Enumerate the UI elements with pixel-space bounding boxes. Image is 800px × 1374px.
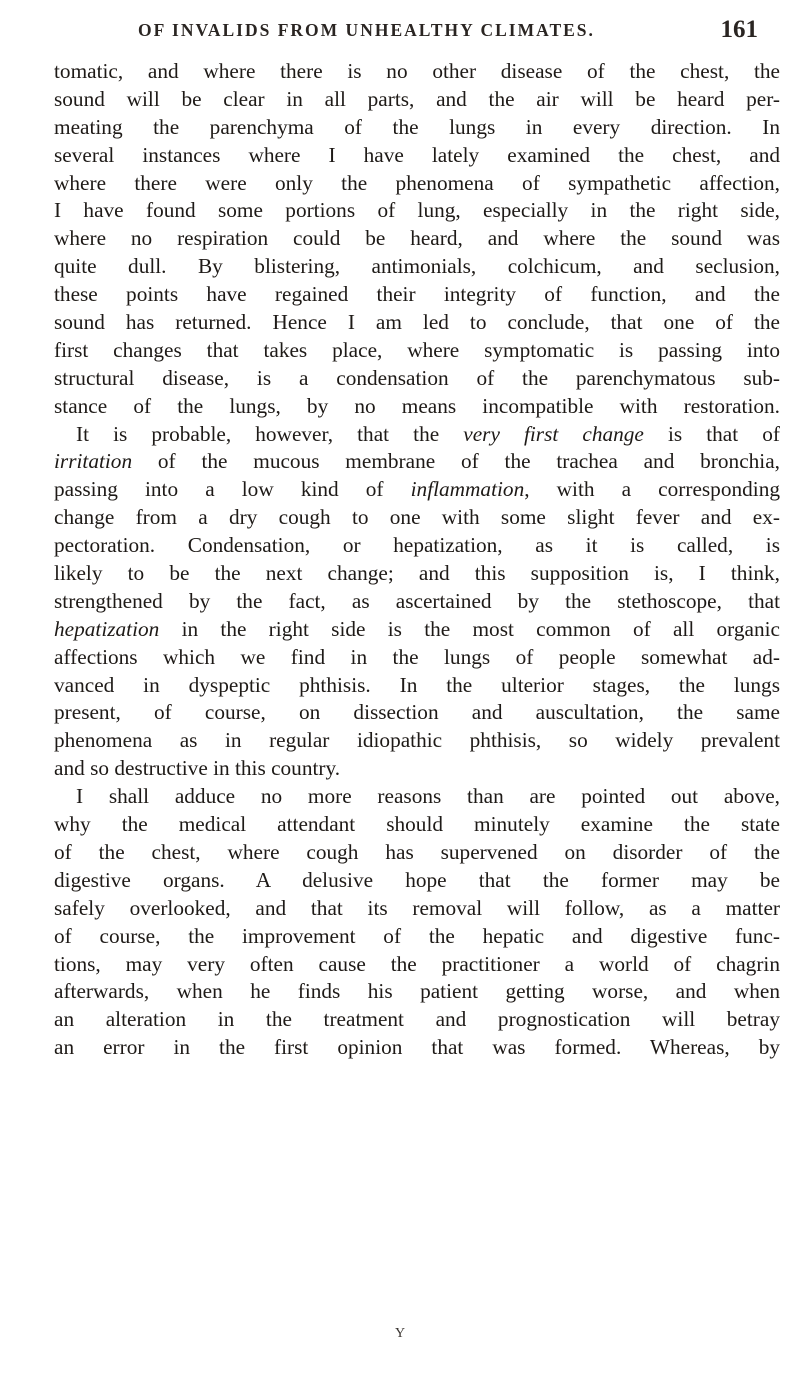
text-line: an error in the first opinion that was formed. Whereas, by	[54, 1035, 780, 1060]
text-line: affections which we find in the lungs of people somewhat ad-	[54, 644, 780, 669]
text-line	[54, 421, 780, 449]
text-line: afterwards, when he finds his patient getting worse, and when	[54, 979, 780, 1004]
text-line: of the chest, where cough has supervened on disorder of the	[54, 839, 780, 864]
text-line: pectoration. Condensation, or hepatization, as it is called, is	[54, 533, 780, 558]
text-line: tomatic, and where there is no other disease of the chest, the	[54, 59, 780, 83]
text-segment: of the mucous membrane of the trachea and bronchia,	[132, 449, 780, 474]
text-line: structural disease, is a condensation of the parenchymatous sub-	[54, 365, 780, 390]
text-segment: is that of	[643, 421, 780, 446]
text-line: meating the parenchyma of the lungs in every direction. In	[54, 114, 780, 139]
text-line: sound will be clear in all parts, and the air will be heard per-	[54, 86, 780, 111]
text-line: quite dull. By blistering, antimonials, colchicum, and seclusion,	[54, 254, 780, 279]
text-line: I shall adduce no more reasons than are pointed out above,	[76, 784, 780, 809]
text-line: vanced in dyspeptic phthisis. In the ulterior stages, the lungs	[54, 672, 780, 697]
text-line: tions, may very often cause the practitioner a world of chagrin	[54, 951, 780, 976]
text-line: first changes that takes place, where symptomatic is passing into	[54, 337, 780, 362]
emphasis: inflammation	[410, 477, 525, 502]
text-line: I have found some portions of lung, especially in the right side,	[54, 198, 780, 223]
text-line: several instances where I have lately examined the chest, and	[54, 142, 780, 167]
text-segment: passing into a low kind of	[54, 477, 384, 502]
text-line: and so destructive in this country.	[54, 756, 341, 781]
text-line: stance of the lungs, by no means incompatible with restoration.	[54, 393, 780, 418]
text-line: likely to be the next change; and this supposition is, I think,	[54, 561, 780, 586]
text-line: phenomena as in regular idiopathic phthisis, so widely prevalent	[54, 728, 780, 753]
text-line: safely overlooked, and that its removal will follow, as a matter	[54, 895, 780, 920]
text-line: why the medical attendant should minutely examine the state	[54, 812, 780, 837]
text-segment: It is probable, however, that the	[76, 421, 440, 446]
text-line: strengthened by the fact, as ascertained by the stethoscope, that	[54, 588, 780, 613]
text-segment: in the right side is the most common of all organic	[159, 616, 780, 641]
emphasis: very first change	[463, 421, 644, 446]
text-line	[54, 616, 780, 644]
emphasis: irritation	[54, 449, 133, 474]
text-segment: , with a corresponding	[524, 477, 780, 502]
text-line	[54, 448, 780, 476]
running-head	[54, 18, 778, 48]
body-text	[54, 58, 780, 1062]
text-line: of course, the improvement of the hepatic and digestive func-	[54, 923, 780, 948]
text-line: change from a dry cough to one with some slight fever and ex-	[54, 505, 780, 530]
emphasis: hepatization	[54, 616, 160, 641]
text-line: digestive organs. A delusive hope that the former may be	[54, 867, 780, 892]
text-line: an alteration in the treatment and prognostication will betray	[54, 1007, 780, 1032]
text-line: where there were only the phenomena of sympathetic affection,	[54, 170, 780, 195]
page-number: 161	[720, 16, 758, 43]
text-line	[54, 476, 780, 504]
text-line: sound has returned. Hence I am led to conclude, that one of the	[54, 310, 780, 335]
text-line: where no respiration could be heard, and where the sound was	[54, 226, 780, 251]
text-line: present, of course, on dissection and auscultation, the same	[54, 700, 780, 725]
signature-mark: Y	[394, 1326, 406, 1341]
running-title: OF INVALIDS FROM UNHEALTHY CLIMATES.	[138, 20, 595, 40]
text-line: these points have regained their integrity of function, and the	[54, 282, 780, 307]
